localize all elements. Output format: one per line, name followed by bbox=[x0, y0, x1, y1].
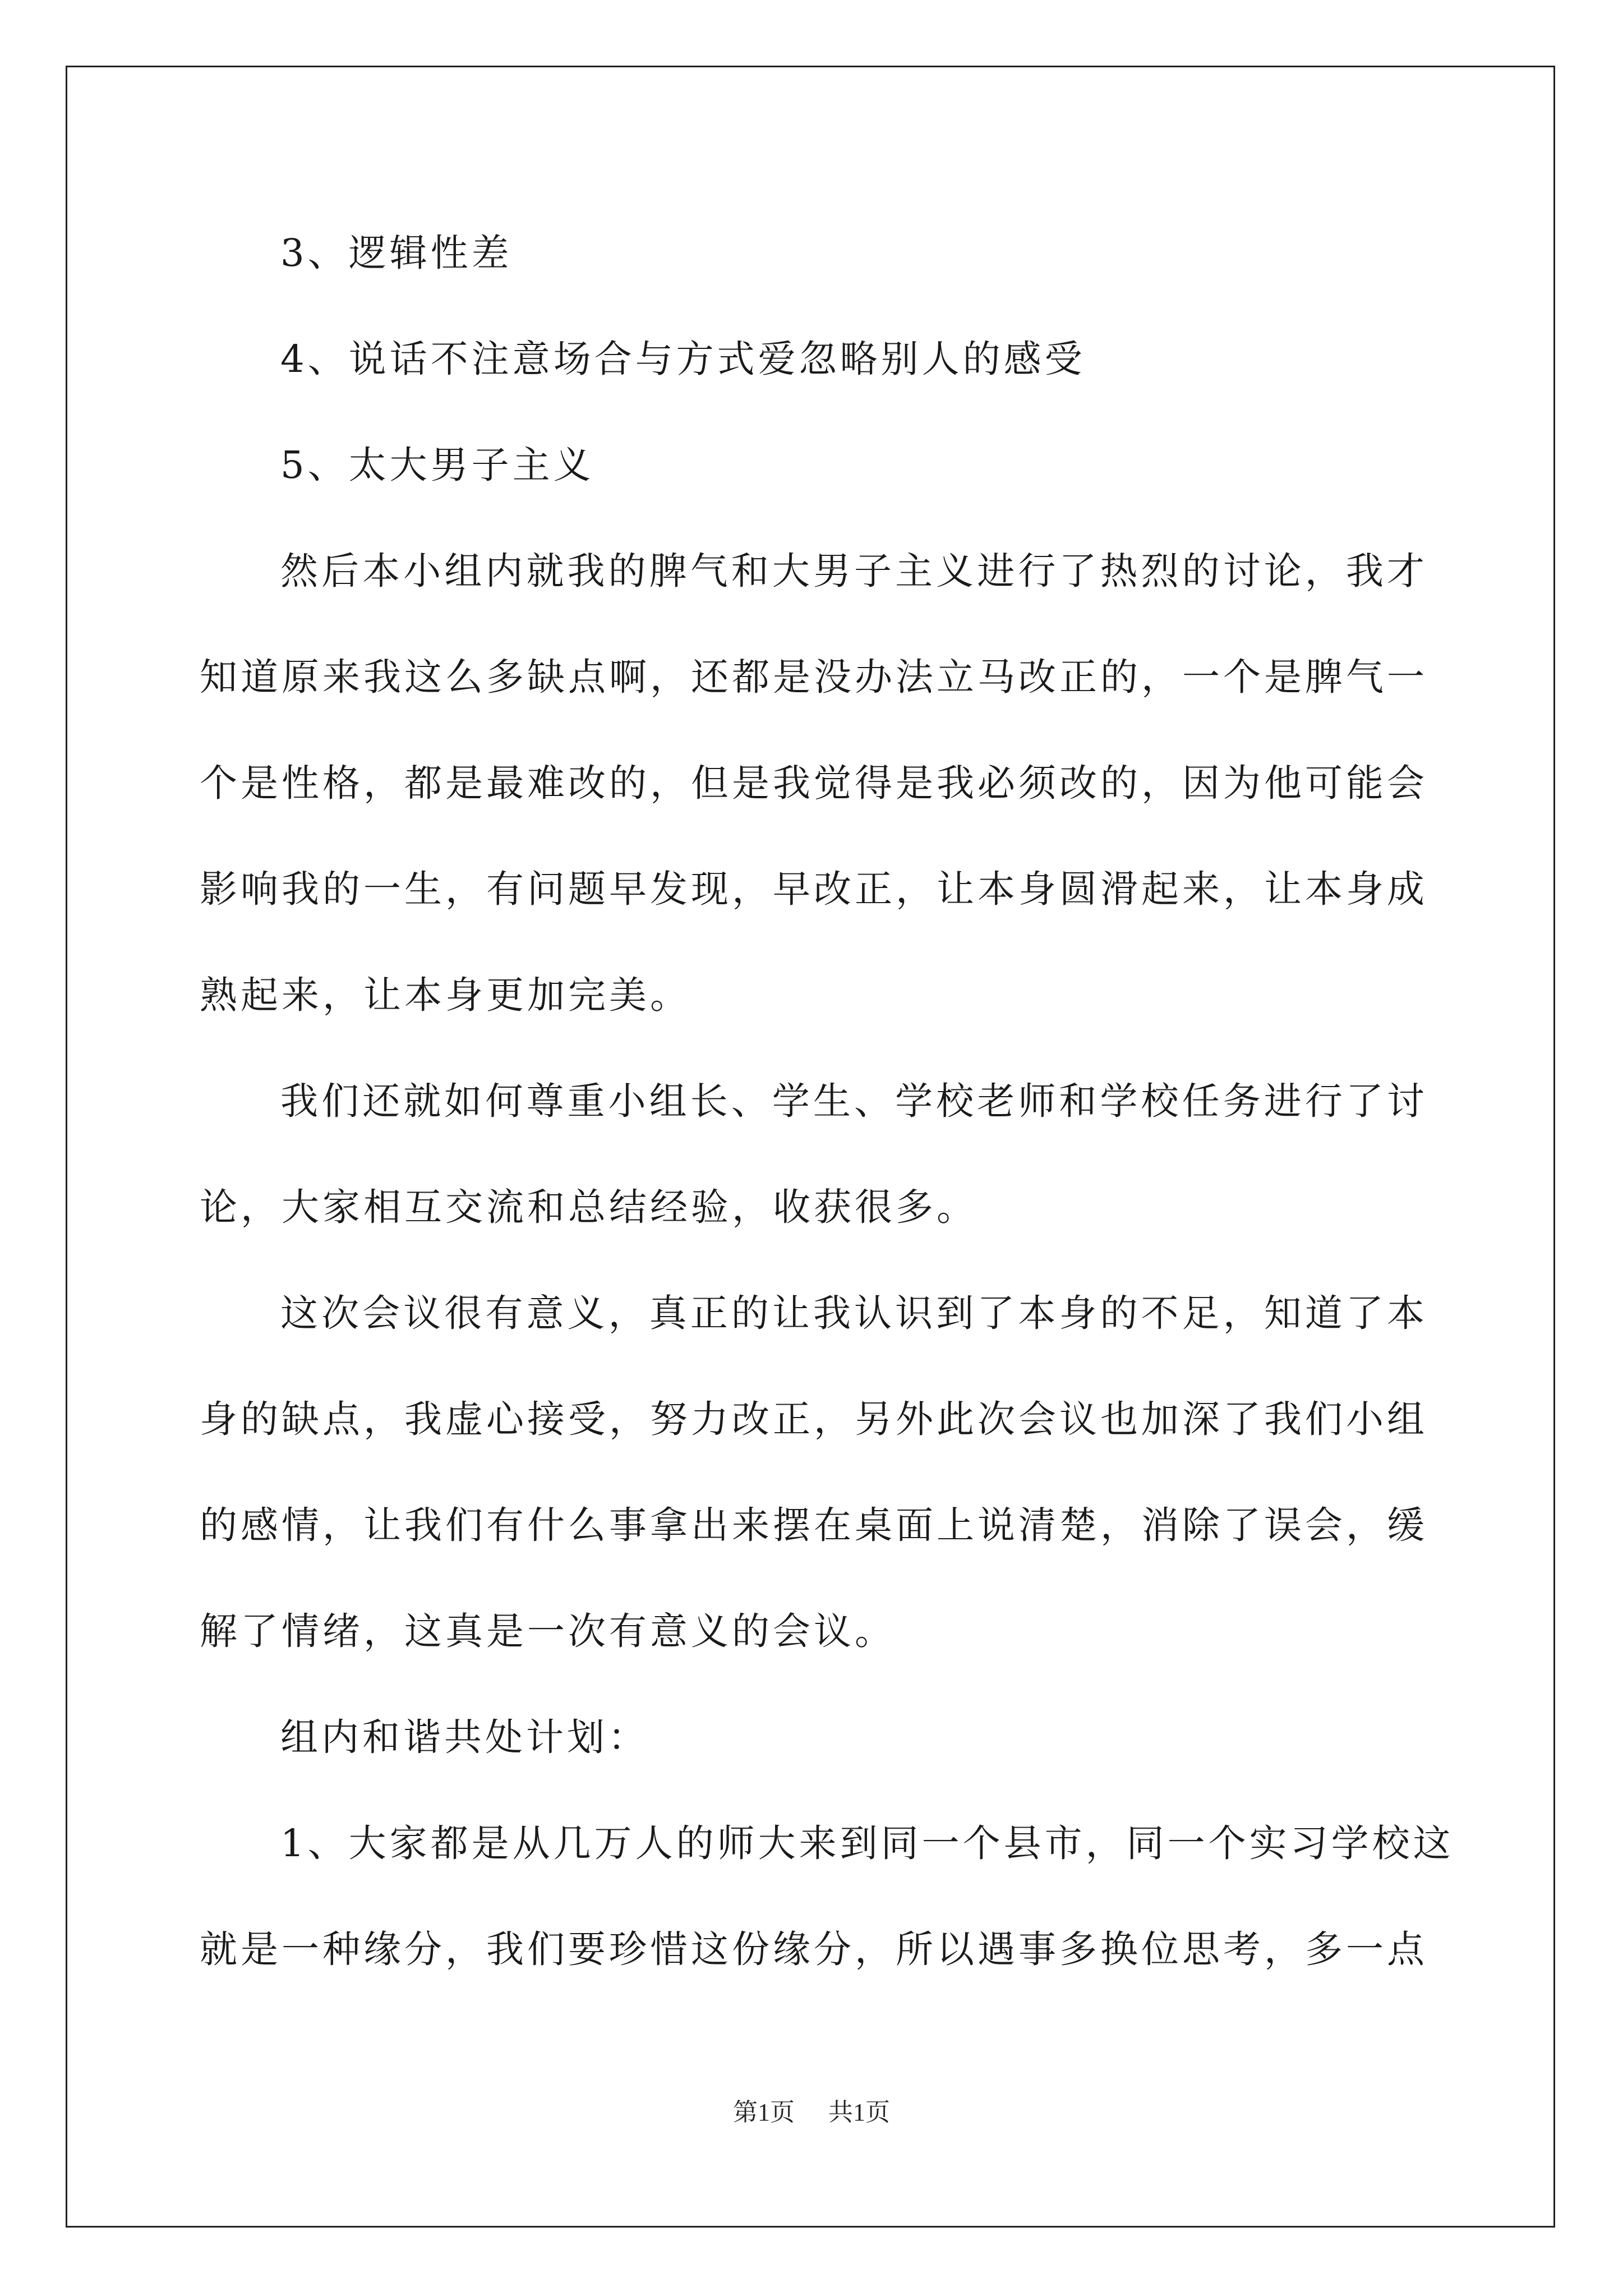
section-heading: 组内和谐共处计划： bbox=[280, 1715, 649, 1759]
paragraph-line: 解了情绪，这真是一次有意义的会议。 bbox=[200, 1609, 896, 1653]
paragraph-line: 熟起来，让本身更加完美。 bbox=[200, 973, 691, 1017]
paragraph-line: 个是性格，都是最难改的，但是我觉得是我必须改的，因为他可能会 bbox=[200, 761, 1428, 805]
paragraph-line: 就是一种缘分，我们要珍惜这份缘分，所以遇事多换位思考，多一点 bbox=[200, 1927, 1428, 1971]
page-number: 第1页 bbox=[733, 2099, 795, 2126]
paragraph-line: 的感情，让我们有什么事拿出来摆在桌面上说清楚，消除了误会，缓 bbox=[200, 1503, 1428, 1547]
paragraph-line: 1、大家都是从几万人的师大来到同一个县市，同一个实习学校这 bbox=[280, 1821, 1454, 1865]
paragraph-line: 然后本小组内就我的脾气和大男子主义进行了热烈的讨论，我才 bbox=[280, 549, 1428, 593]
paragraph-line: 这次会议很有意义，真正的让我认识到了本身的不足，知道了本 bbox=[280, 1291, 1428, 1335]
page-total: 共1页 bbox=[828, 2099, 890, 2126]
list-item-4: 4、说话不注意场合与方式爱忽略别人的感受 bbox=[280, 337, 1086, 381]
paragraph-line: 论，大家相互交流和总结经验，收获很多。 bbox=[200, 1185, 978, 1229]
page-border bbox=[66, 66, 1555, 2228]
paragraph-line: 知道原来我这么多缺点啊，还都是没办法立马改正的，一个是脾气一 bbox=[200, 655, 1428, 699]
paragraph-line: 我们还就如何尊重小组长、学生、学校老师和学校任务进行了讨 bbox=[280, 1079, 1428, 1123]
list-item-3: 3、逻辑性差 bbox=[280, 231, 513, 275]
paragraph-line: 影响我的一生，有问题早发现，早改正，让本身圆滑起来，让本身成 bbox=[200, 867, 1428, 911]
list-item-5: 5、太大男子主义 bbox=[280, 443, 594, 487]
page-footer bbox=[0, 2096, 1623, 2129]
paragraph-line: 身的缺点，我虚心接受，努力改正，另外此次会议也加深了我们小组 bbox=[200, 1397, 1428, 1441]
